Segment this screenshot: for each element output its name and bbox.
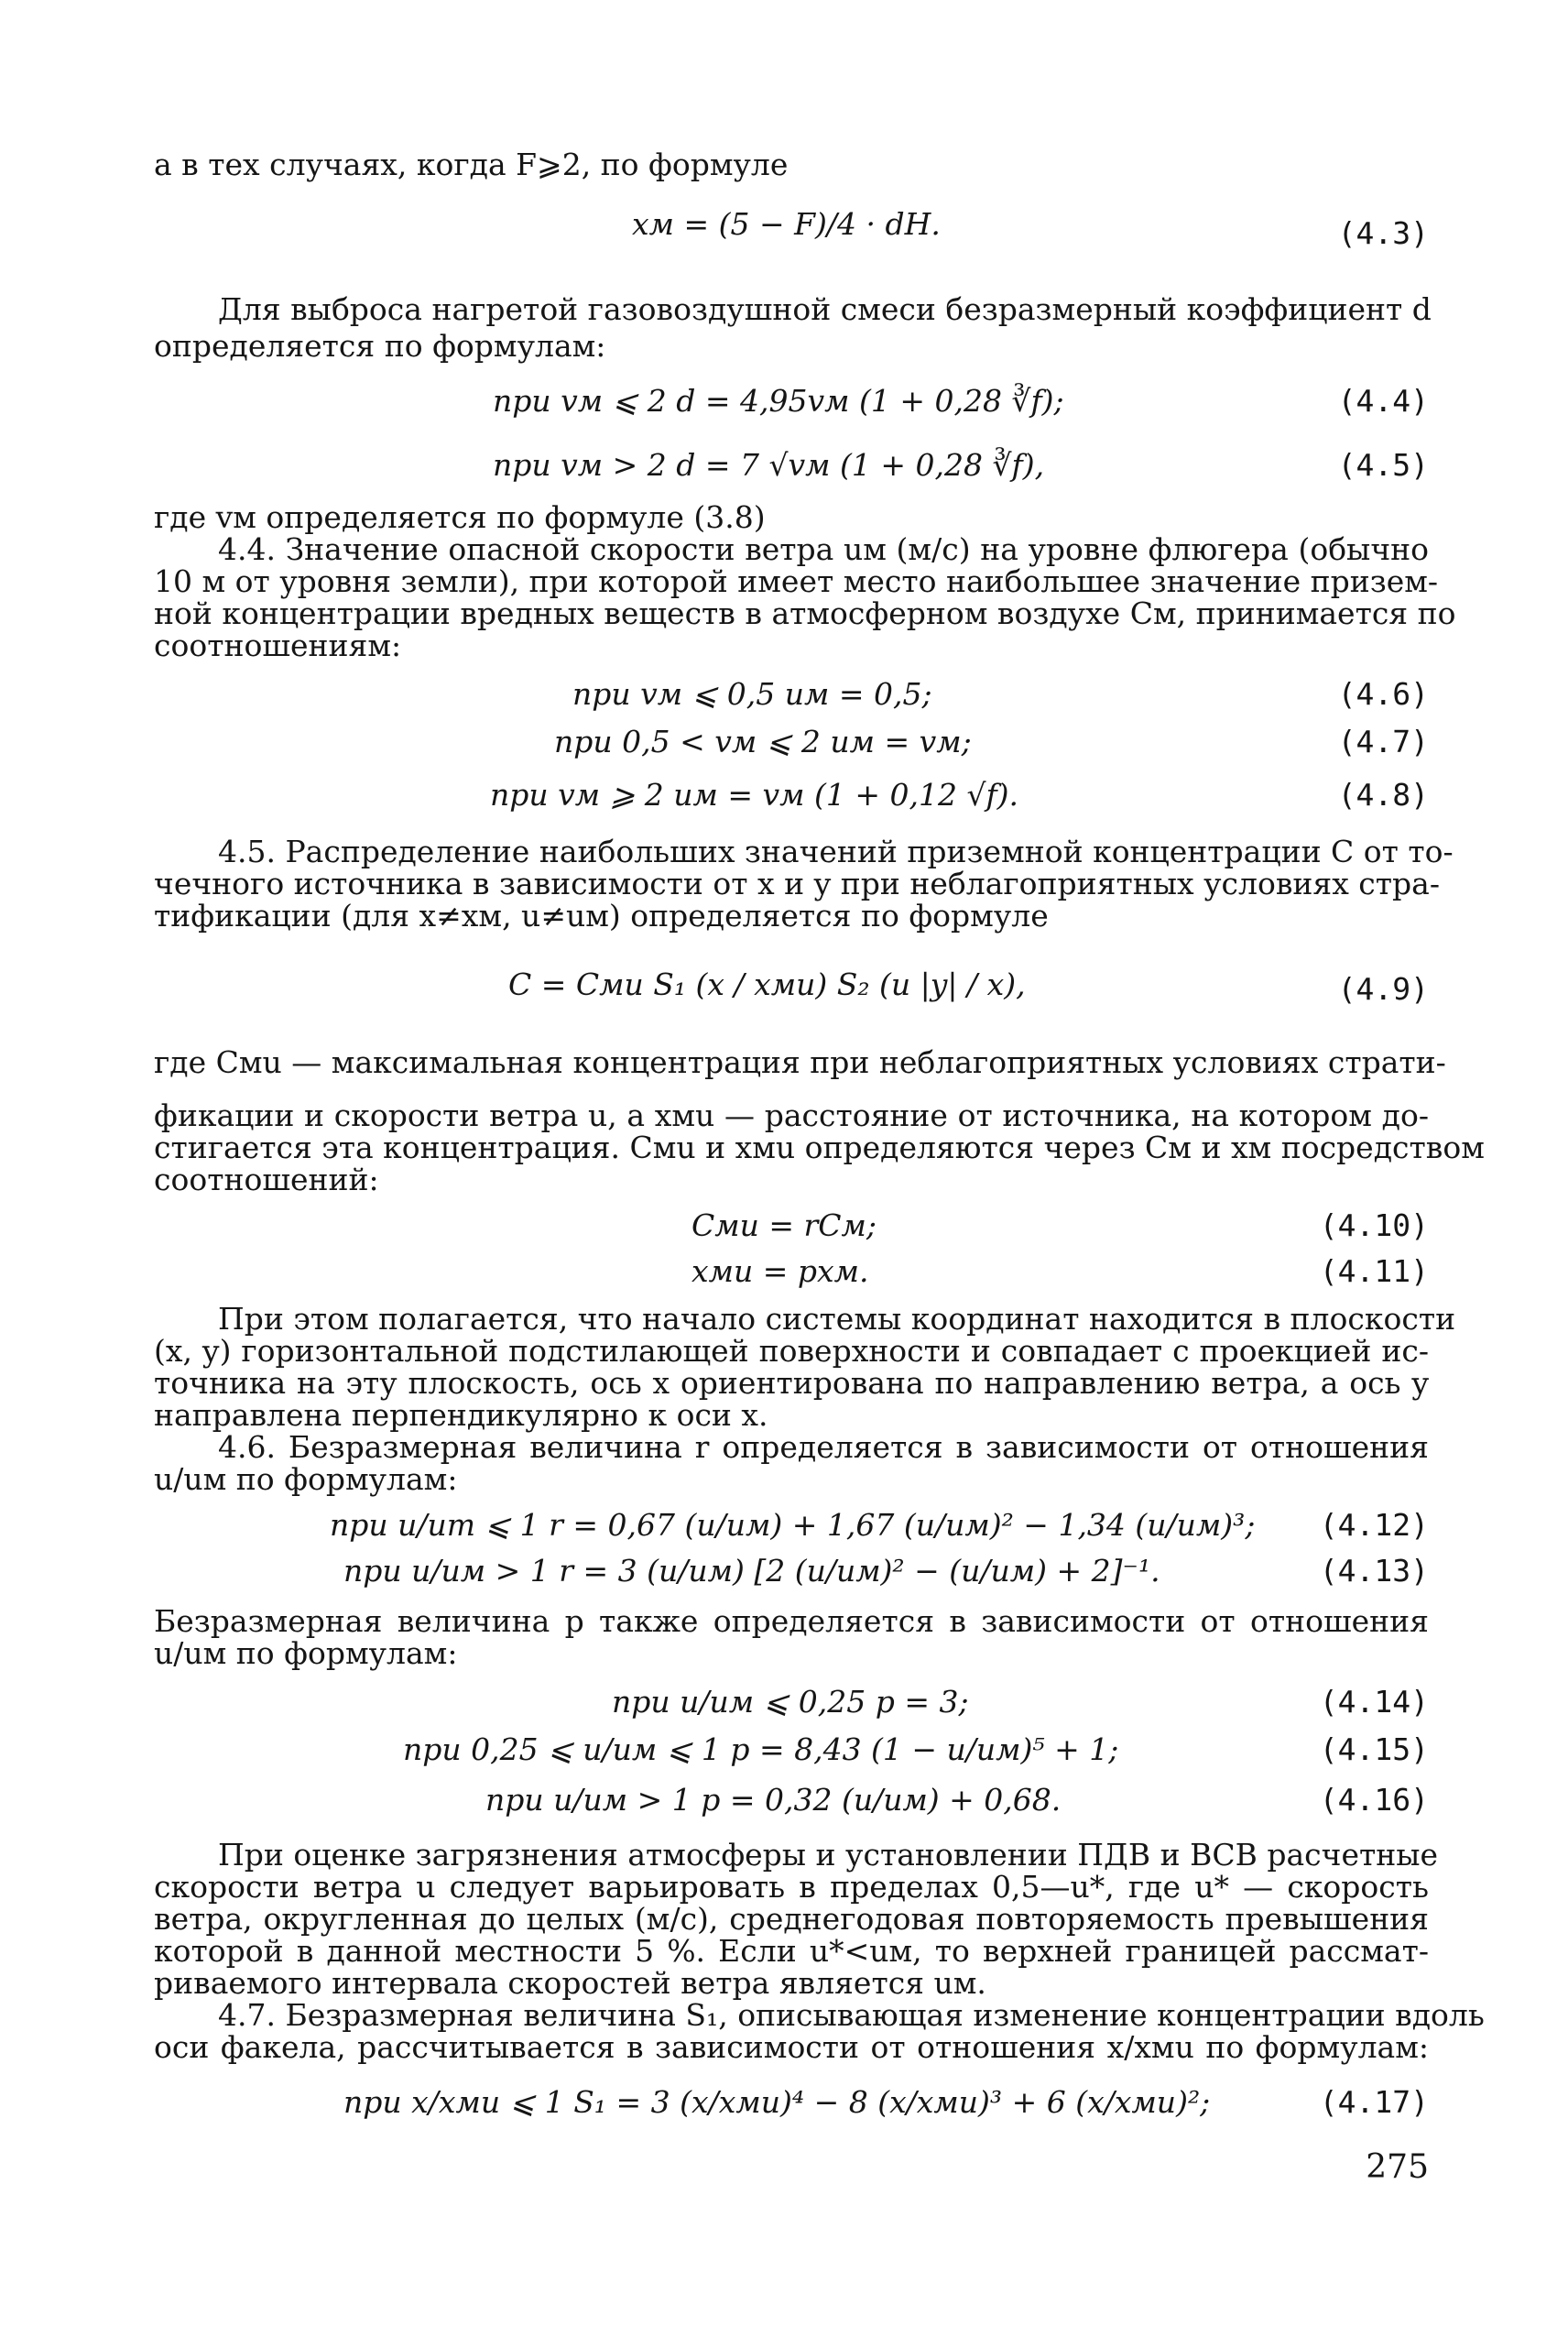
formula: при u/uм > 1 p = 0,32 (u/uм) + 0,68. [485, 1782, 1062, 1818]
equation-number: (4.12) [1319, 1507, 1429, 1543]
text-line: определяется по формулам: [154, 328, 606, 364]
text-line: оси факела, рассчитывается в зависимости от отношения x/xмu по формулам: [154, 2029, 1429, 2065]
equation-number: (4.13) [1319, 1553, 1429, 1589]
text-line: ветра, округленная до целых (м/с), среднегодовая повторяемость превышения [154, 1901, 1429, 1937]
formula: при vм > 2 d = 7 √vм (1 + 0,28 ∛f), [493, 447, 1045, 483]
formula: Cмu = rCм; [691, 1207, 877, 1243]
text-line: риваемого интервала скоростей ветра является uм. [154, 1965, 986, 2001]
formula: при x/xмu ⩽ 1 S₁ = 3 (x/xмu)⁴ − 8 (x/xмu)³ + 6 (x/xмu)²; [343, 2084, 1211, 2120]
text-line: (x, y) горизонтальной подстилающей поверхности и совпадает с проекцией ис- [154, 1333, 1429, 1369]
equation-number: (4.6) [1337, 676, 1429, 712]
equation-number: (4.8) [1337, 777, 1429, 813]
text-line: где vм определяется по формуле (3.8) [154, 499, 766, 535]
text-line: стигается эта концентрация. Cмu и xмu определяются через Cм и xм посредством [154, 1130, 1485, 1165]
formula: xм = (5 − F)/4 · dH. [632, 206, 941, 242]
text-line: точника на эту плоскость, ось x ориентирована по направлению ветра, а ось y [154, 1365, 1429, 1401]
text-line: 4.4. Значение опасной скорости ветра uм (м/с) на уровне флюгера (обычно [218, 531, 1429, 567]
text-line: а в тех случаях, когда F⩾2, по формуле [154, 147, 789, 182]
equation-number: (4.14) [1319, 1684, 1429, 1720]
text-line: чечного источника в зависимости от x и y при неблагоприятных условиях стра- [154, 866, 1440, 901]
text-line: где Cмu — максимальная концентрация при неблагоприятных условиях страти- [154, 1044, 1446, 1080]
equation-number: (4.11) [1319, 1253, 1429, 1289]
formula: при 0,25 ⩽ u/uм ⩽ 1 p = 8,43 (1 − u/uм)⁵ + 1; [403, 1731, 1119, 1767]
text-line: При оценке загрязнения атмосферы и установлении ПДВ и ВСВ расчетные [218, 1837, 1439, 1873]
text-line: тификации (для x≠xм, u≠uм) определяется по формуле [154, 898, 1049, 934]
formula: xмu = pxм. [691, 1253, 869, 1289]
formula: C = Cмu S₁ (x / xмu) S₂ (u |y| / x), [508, 966, 1026, 1002]
text-line: 4.7. Безразмерная величина S₁, описывающая изменение концентрации вдоль [218, 1997, 1485, 2033]
text-line: соотношений: [154, 1162, 379, 1197]
text-line: u/uм по формулам: [154, 1635, 458, 1671]
page-number: 275 [1366, 2148, 1429, 2186]
text-line: направлена перпендикулярно к оси x. [154, 1397, 768, 1433]
equation-number: (4.3) [1337, 215, 1429, 251]
formula: при vм ⩽ 2 d = 4,95vм (1 + 0,28 ∛f); [493, 383, 1064, 419]
text-line: u/uм по формулам: [154, 1461, 458, 1497]
formula: при vм ⩽ 0,5 uм = 0,5; [572, 676, 932, 712]
text-line: которой в данной местности 5 %. Если u*<uм, то верхней границей рассмат- [154, 1933, 1429, 1969]
equation-number: (4.7) [1337, 724, 1429, 759]
equation-number: (4.17) [1319, 2084, 1429, 2120]
equation-number: (4.9) [1337, 971, 1429, 1007]
text-line: 10 м от уровня земли), при которой имеет место наибольшее значение призем- [154, 563, 1439, 599]
formula: при u/uм > 1 r = 3 (u/uм) [2 (u/uм)² − (u/uм) + 2]⁻¹. [343, 1553, 1160, 1589]
formula: при u/uм ⩽ 0,25 p = 3; [612, 1684, 969, 1720]
equation-number: (4.16) [1319, 1782, 1429, 1818]
text-line: При этом полагается, что начало системы координат находится в плоскости [218, 1301, 1456, 1337]
text-line: фикации и скорости ветра u, а xмu — расстояние от источника, на котором до- [154, 1097, 1429, 1133]
formula: при u/um ⩽ 1 r = 0,67 (u/uм) + 1,67 (u/uм)² − 1,34 (u/uм)³; [330, 1507, 1256, 1543]
text-line: 4.5. Распределение наибольших значений приземной концентрации C от то- [218, 834, 1454, 869]
formula: при 0,5 < vм ⩽ 2 uм = vм; [554, 724, 972, 759]
formula: при vм ⩾ 2 uм = vм (1 + 0,12 √f). [490, 777, 1019, 813]
text-line: соотношениям: [154, 628, 402, 663]
text-line: 4.6. Безразмерная величина r определяется в зависимости от отношения [218, 1429, 1429, 1465]
text-line: Безразмерная величина p также определяется в зависимости от отношения [154, 1603, 1429, 1639]
text-line: Для выброса нагретой газовоздушной смеси безразмерный коэффициент d [218, 291, 1432, 327]
equation-number: (4.5) [1337, 447, 1429, 483]
text-line: скорости ветра u следует варьировать в пределах 0,5—u*, где u* — скорость [154, 1869, 1429, 1905]
equation-number: (4.4) [1337, 383, 1429, 419]
text-line: ной концентрации вредных веществ в атмосферном воздухе Cм, принимается по [154, 595, 1456, 631]
equation-number: (4.15) [1319, 1731, 1429, 1767]
equation-number: (4.10) [1319, 1207, 1429, 1243]
